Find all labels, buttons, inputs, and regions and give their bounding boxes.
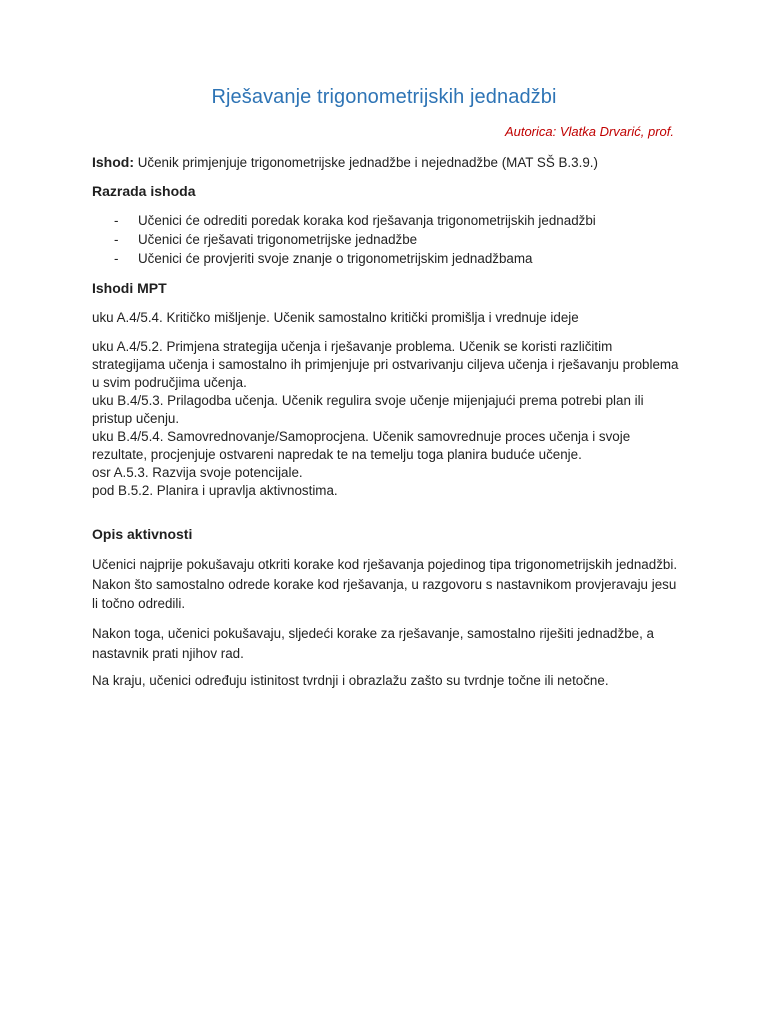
list-item <box>92 211 596 230</box>
razrada-list <box>92 211 596 268</box>
list-item <box>92 230 596 249</box>
opis-paragraph: Nakon toga, učenici pokušavaju, sljedeći korake za rješavanje, samostalno riješiti jednadžbe, a nastavnik prati njihov rad. <box>92 626 654 661</box>
mpt-line: uku B.4/5.3. Prilagodba učenja. Učenik regulira svoje učenje mijenjajući prema potrebi plan ili pristup učenju. <box>92 393 644 426</box>
mpt-line: osr A.5.3. Razvija svoje potencijale. <box>92 465 303 480</box>
mpt-heading: Ishodi MPT <box>92 280 167 296</box>
opis-heading: Opis aktivnosti <box>92 526 193 542</box>
list-bullet: - <box>114 232 119 247</box>
list-item-text: Učenici će odrediti poredak koraka kod rješavanja trigonometrijskih jednadžbi <box>138 213 596 228</box>
mpt-line: uku A.4/5.2. Primjena strategija učenja i rješavanje problema. Učenik se koristi različitim strategijama učenja i samostalno ih primjenjuje pri ostvarivanju ciljeva učenja i rješavanju problema u svim područjima učenja. <box>92 339 679 390</box>
list-bullet: - <box>114 251 119 266</box>
mpt-line: uku B.4/5.4. Samovrednovanje/Samoprocjena. Učenik samovrednuje proces učenja i svoje rezultate, procjenjuje ostvareni napredak te na temelju toga planira buduće učenje. <box>92 429 631 462</box>
list-item-text: Učenici će provjeriti svoje znanje o trigonometrijskim jednadžbama <box>138 251 533 266</box>
ishod-label: Ishod: <box>92 154 134 170</box>
mpt-line: pod B.5.2. Planira i upravlja aktivnostima. <box>92 483 338 498</box>
opis-paragraph: Na kraju, učenici određuju istinitost tvrdnji i obrazlažu zašto su tvrdnje točne ili netočne. <box>92 673 609 688</box>
ishod-paragraph <box>92 153 682 172</box>
list-item-text: Učenici će rješavati trigonometrijske jednadžbe <box>138 232 418 247</box>
author-line: Autorica: Vlatka Drvarić, prof. <box>504 124 674 139</box>
list-bullet: - <box>114 213 119 228</box>
ishod-text: Učenik primjenjuje trigonometrijske jednadžbe i nejednadžbe (MAT SŠ B.3.9.) <box>134 155 598 170</box>
razrada-heading: Razrada ishoda <box>92 183 196 199</box>
opis-paragraph: Učenici najprije pokušavaju otkriti korake kod rješavanja pojedinog tipa trigonometrijskih jednadžbi. Nakon što samostalno odrede korake kod rješavanja, u razgovoru s nastavnikom provjeravaju jesu li točno odredili. <box>92 557 678 611</box>
mpt-outcomes-block <box>92 338 682 500</box>
mpt-first-line: uku A.4/5.4. Kritičko mišljenje. Učenik samostalno kritički promišlja i vrednuje ideje <box>92 310 579 325</box>
list-item <box>92 249 596 268</box>
document-title: Rješavanje trigonometrijskih jednadžbi <box>211 86 557 108</box>
